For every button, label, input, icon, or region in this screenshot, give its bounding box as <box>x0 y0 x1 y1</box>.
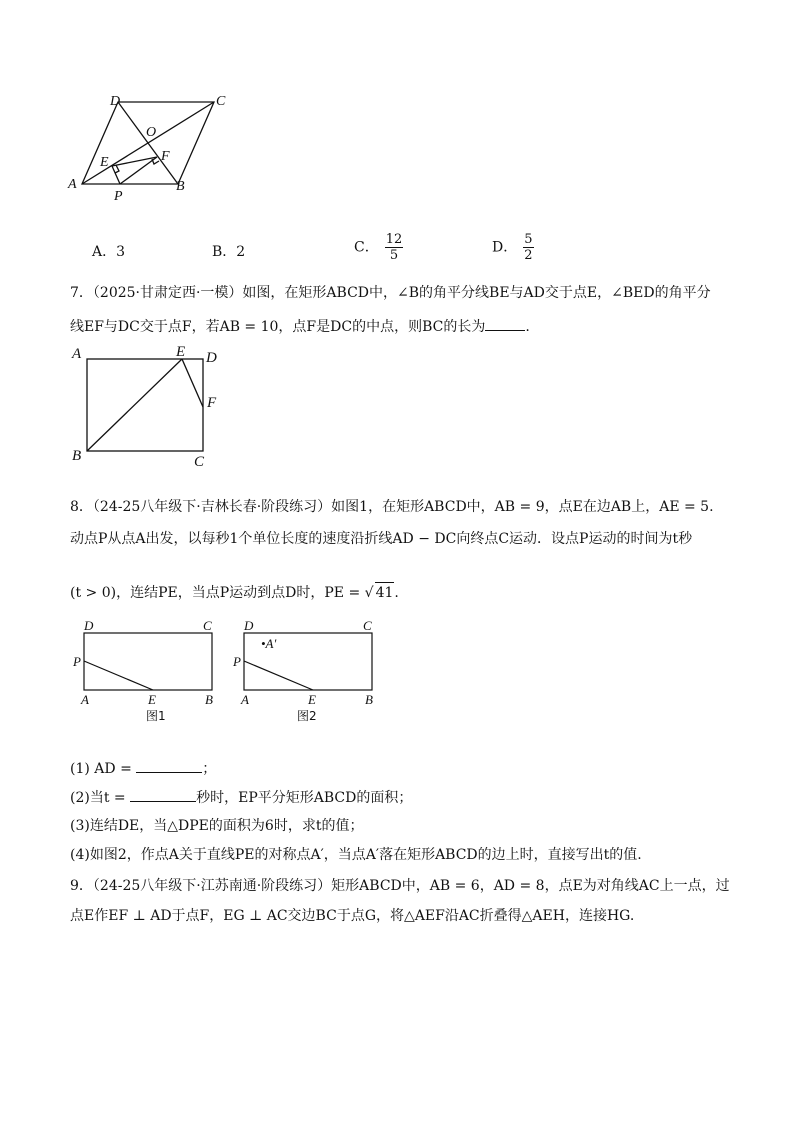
option-c-label: C． <box>354 239 379 256</box>
q7-line1: 7．（2025·甘肃定西·一模）如图，在矩形ABCD中，∠B的角平分线BE与AD交于点E，∠BED的角平分 <box>70 285 711 301</box>
q8-part2-text-b: 秒时，EP平分矩形ABCD的面积； <box>196 790 413 806</box>
label-f: F <box>161 149 170 164</box>
fig1-label-d: D <box>84 618 94 633</box>
label-o: O <box>146 125 157 140</box>
label-d: D <box>110 94 121 109</box>
q6-option-d <box>492 232 534 263</box>
q8-part1-blank[interactable] <box>136 758 202 773</box>
fig2-segment-pe <box>244 661 313 690</box>
q6-option-a <box>92 242 125 262</box>
option-d-numerator: 5 <box>524 232 533 247</box>
q9-line1: 9．（24-25八年级下·江苏南通·阶段练习）矩形ABCD中，AB = 6，AD = 8，点E为对角线AC上一点，过 <box>70 878 730 894</box>
q8-line3-text: (t > 0)，连结PE，当点P运动到点D时，PE = <box>70 585 365 601</box>
q8-line2: 动点P从点A出发，以每秒1个单位长度的速度沿折线AD − DC向终点C运动．设点P运动的时间为t秒 <box>70 531 693 547</box>
q9-line2: 点E作EF ⊥ AD于点F，EG ⊥ AC交边BC于点G，将△AEF沿AC折叠得△AEH，连接HG. <box>70 908 635 924</box>
rectangle-abcd <box>87 359 203 451</box>
fig1-label-b: B <box>205 692 213 707</box>
q8-line3 <box>70 582 399 603</box>
fig2-label-p: P <box>233 654 241 669</box>
option-c-fraction <box>385 232 404 263</box>
figure-q7-rectangle <box>66 340 246 475</box>
sqrt-sign: √ <box>364 585 374 601</box>
fig2-label-a: A <box>241 692 249 707</box>
fig2-caption: 图2 <box>297 709 317 723</box>
label-p: P <box>114 189 123 204</box>
fig2-label-e: E <box>308 692 316 707</box>
figure-q8 <box>66 616 396 726</box>
q8-sqrt-value: 41 <box>375 582 395 603</box>
fig2-label-b: B <box>365 692 373 707</box>
fig1-segment-pe <box>84 661 153 690</box>
option-d-denominator: 2 <box>524 248 533 263</box>
option-a-value: 3 <box>116 244 126 260</box>
option-d-fraction <box>523 232 533 263</box>
segment-ef <box>182 359 203 407</box>
option-c-numerator: 12 <box>385 232 403 247</box>
fig2-label-d: D <box>244 618 254 633</box>
fig1-label-e: E <box>148 692 156 707</box>
option-d-label: D． <box>492 239 518 256</box>
option-b-value: 2 <box>236 244 246 260</box>
label-a: A <box>72 346 82 362</box>
figure-q6-parallelogram <box>60 90 260 205</box>
fig1-rectangle <box>84 633 212 690</box>
fig2-label-a-prime: •A′ <box>261 636 277 651</box>
label-e: E <box>176 344 186 360</box>
q7-answer-blank[interactable] <box>485 316 525 331</box>
q7-line2-end: . <box>525 319 530 335</box>
q6-option-b <box>212 242 245 262</box>
segment-be <box>87 359 182 451</box>
option-a-label: A． <box>92 244 117 260</box>
fig1-label-c: C <box>203 618 212 633</box>
q6-option-c <box>354 232 403 263</box>
q8-part4: (4)如图2，作点A关于直线PE的对称点A′，当点A′落在矩形ABCD的边上时，直接写出t的值. <box>70 847 642 863</box>
fig2-label-c: C <box>363 618 372 633</box>
q8-part2-blank[interactable] <box>130 787 196 802</box>
option-b-label: B． <box>212 244 237 260</box>
q7-line2-text: 线EF与DC交于点F，若AB = 10，点F是DC的中点，则BC的长为 <box>70 319 486 335</box>
q8-part2 <box>70 787 412 808</box>
fig1-label-p: P <box>73 654 81 669</box>
q7-line2 <box>70 316 530 337</box>
option-c-denominator: 5 <box>389 248 399 263</box>
fig1-label-a: A <box>81 692 89 707</box>
label-e: E <box>100 155 109 170</box>
label-a: A <box>68 177 77 192</box>
label-c: C <box>216 94 226 109</box>
diagonal-bd <box>118 102 178 184</box>
segment-pe <box>112 166 120 184</box>
label-b: B <box>176 179 185 194</box>
q8-line1: 8．（24-25八年级下·吉林长春·阶段练习）如图1，在矩形ABCD中，AB = 9，点E在边AB上，AE = 5. <box>70 499 714 515</box>
q8-line3-end: . <box>394 585 399 601</box>
q8-part1-text: (1) AD = <box>70 761 137 777</box>
label-d: D <box>206 350 217 366</box>
label-b: B <box>72 448 82 464</box>
q8-part1-end: ； <box>202 761 217 777</box>
label-c: C <box>194 454 205 470</box>
q8-part3: (3)连结DE，当△DPE的面积为6时，求t的值； <box>70 818 364 834</box>
fig1-caption: 图1 <box>146 709 166 723</box>
right-angle-mark-e <box>115 165 119 173</box>
label-f: F <box>207 395 217 411</box>
q8-part1 <box>70 758 216 779</box>
q8-part2-text-a: (2)当t = <box>70 790 131 806</box>
